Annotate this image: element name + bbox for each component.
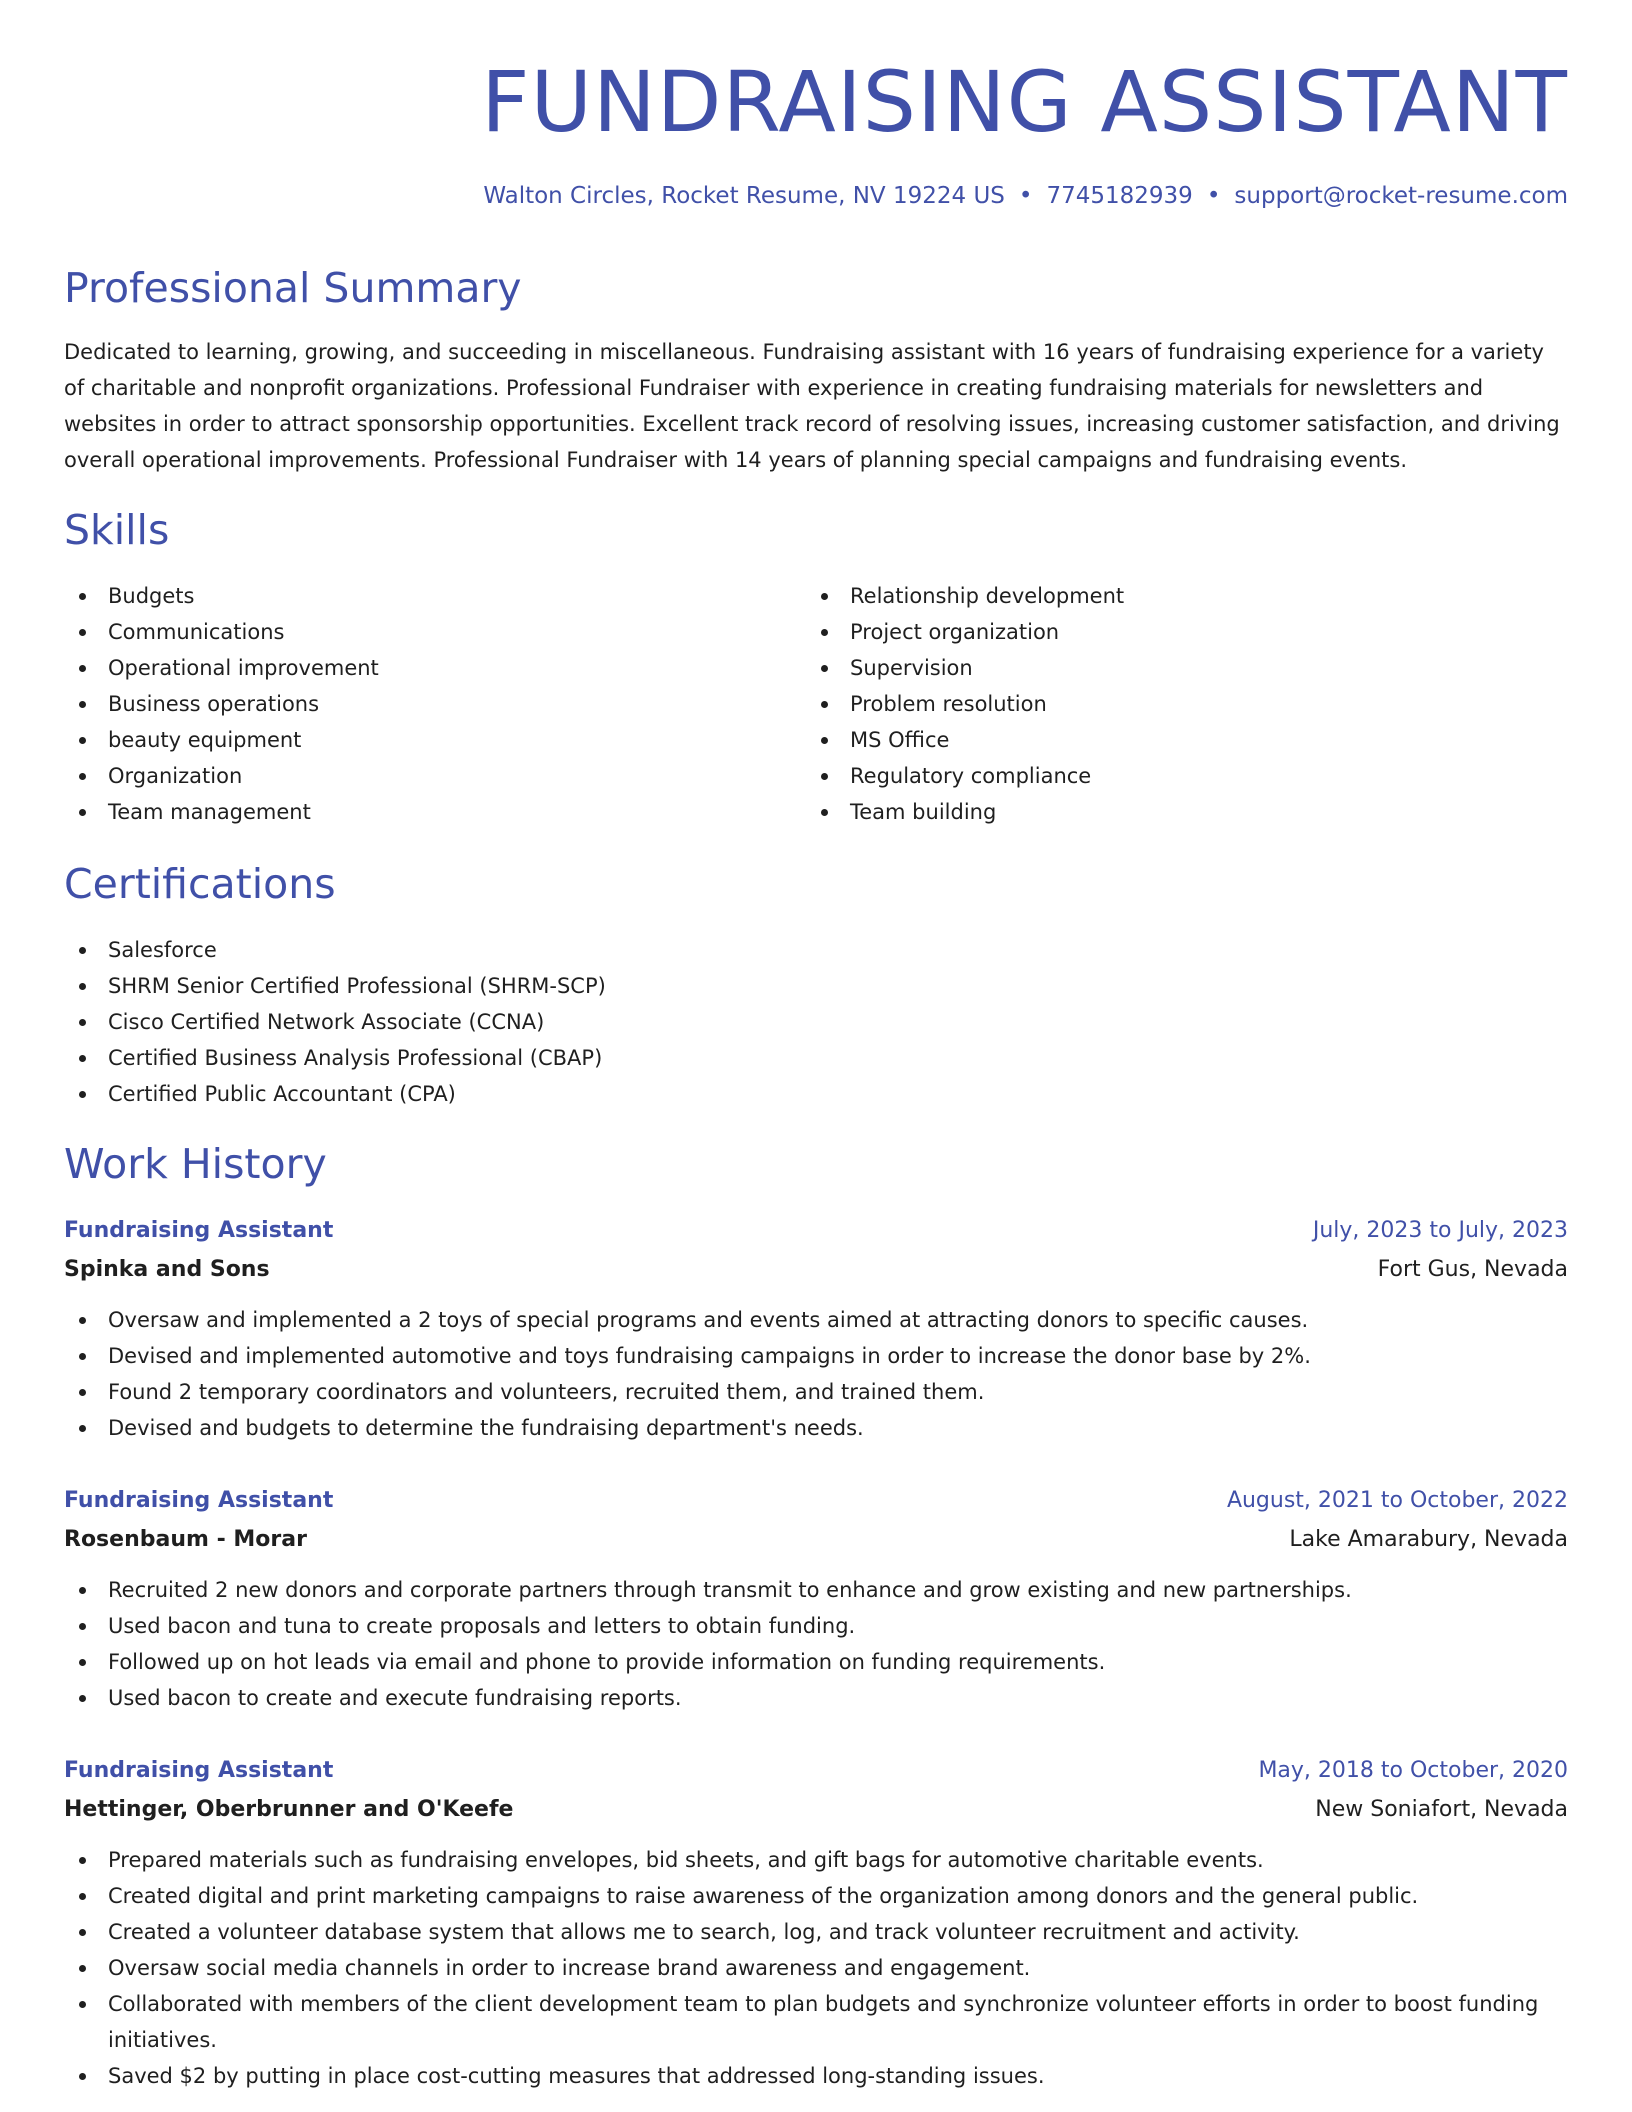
certification-item: Certified Business Analysis Professional (CBAP)	[64, 1040, 606, 1076]
skill-item: Problem resolution	[806, 686, 1124, 722]
job-entry	[64, 1212, 1568, 1446]
job-company: Hettinger, Oberbrunner and O'Keefe	[64, 1797, 514, 1822]
job-bullet: Oversaw social media channels in order to increase brand awareness and engagement.	[64, 1950, 1568, 1986]
skill-item: Team management	[64, 794, 379, 830]
job-company-row	[64, 1790, 1568, 1830]
certification-item: Salesforce	[64, 932, 606, 968]
skill-item: Communications	[64, 614, 379, 650]
skill-item: Relationship development	[806, 578, 1124, 614]
job-location: Fort Gus, Nevada	[1377, 1257, 1568, 1282]
job-company-row	[64, 1250, 1568, 1290]
job-bullet: Used bacon and tuna to create proposals and letters to obtain funding.	[64, 1608, 1568, 1644]
job-location: New Soniafort, Nevada	[1315, 1797, 1568, 1822]
job-bullet: Created a volunteer database system that allows me to search, log, and track volunteer recruitment and activity.	[64, 1914, 1568, 1950]
job-bullet: Saved $2 by putting in place cost-cutting measures that addressed long-standing issues.	[64, 2058, 1568, 2094]
job-bullet: Oversaw and implemented a 2 toys of special programs and events aimed at attracting donors to specific causes.	[64, 1302, 1568, 1338]
job-bullets	[64, 1302, 1568, 1446]
skill-item: Team building	[806, 794, 1124, 830]
skill-item: beauty equipment	[64, 722, 379, 758]
skills-list-left	[64, 578, 379, 830]
job-location: Lake Amarabury, Nevada	[1289, 1527, 1568, 1552]
contact-line	[64, 180, 1568, 212]
job-dates: July, 2023 to July, 2023	[1312, 1218, 1568, 1243]
job-bullet: Collaborated with members of the client development team to plan budgets and synchronize volunteer efforts in order to boost funding initiatives.	[64, 1986, 1568, 2058]
certifications-heading: Certifications	[64, 860, 336, 908]
skill-item: Supervision	[806, 650, 1124, 686]
certification-item: Certified Public Accountant (CPA)	[64, 1076, 606, 1112]
skills-list-right	[806, 578, 1124, 830]
job-company: Rosenbaum - Morar	[64, 1527, 307, 1552]
skill-item: Organization	[64, 758, 379, 794]
job-entry	[64, 1482, 1568, 1716]
contact-address: Walton Circles, Rocket Resume, NV 19224 US	[483, 183, 1005, 209]
job-bullets	[64, 1842, 1568, 2094]
job-dates: May, 2018 to October, 2020	[1258, 1758, 1568, 1783]
summary-text: Dedicated to learning, growing, and succeeding in miscellaneous. Fundraising assistant with 16 years of fundraising experience for a variety of charitable and nonprofit organizations. Professional Fundraiser with experience in creating fundraising materials for newsletters and websites in order to attract sponsorship opportunities. Excellent track record of resolving issues, increasing customer satisfaction, and driving overall operational improvements. Professional Fundraiser with 14 years of planning special campaigns and fundraising events.	[64, 340, 1560, 472]
job-title-row	[64, 1482, 1568, 1520]
job-bullet: Devised and budgets to determine the fundraising department's needs.	[64, 1410, 1568, 1446]
skill-item: Regulatory compliance	[806, 758, 1124, 794]
summary-heading: Professional Summary	[64, 264, 522, 312]
certification-item: SHRM Senior Certified Professional (SHRM-SCP)	[64, 968, 606, 1004]
job-title: Fundraising Assistant	[64, 1488, 334, 1513]
job-bullet: Recruited 2 new donors and corporate partners through transmit to enhance and grow existing and new partnerships.	[64, 1572, 1568, 1608]
job-bullet: Followed up on hot leads via email and phone to provide information on funding requirements.	[64, 1644, 1568, 1680]
job-entry	[64, 1752, 1568, 2094]
skill-item: MS Office	[806, 722, 1124, 758]
job-title: Fundraising Assistant	[64, 1758, 334, 1783]
skill-item: Project organization	[806, 614, 1124, 650]
work-history-heading: Work History	[64, 1140, 327, 1188]
job-dates: August, 2021 to October, 2022	[1226, 1488, 1568, 1513]
job-bullet: Prepared materials such as fundraising envelopes, bid sheets, and gift bags for automotive charitable events.	[64, 1842, 1568, 1878]
contact-email: support@rocket-resume.com	[1234, 183, 1568, 209]
job-bullets	[64, 1572, 1568, 1716]
contact-separator: •	[1018, 183, 1033, 209]
contact-separator: •	[1206, 183, 1221, 209]
contact-phone: 7745182939	[1046, 183, 1193, 209]
skill-item: Budgets	[64, 578, 379, 614]
job-bullet: Found 2 temporary coordinators and volunteers, recruited them, and trained them.	[64, 1374, 1568, 1410]
skill-item: Business operations	[64, 686, 379, 722]
job-title-row	[64, 1212, 1568, 1250]
job-company-row	[64, 1520, 1568, 1560]
job-bullet: Created digital and print marketing campaigns to raise awareness of the organization among donors and the general public.	[64, 1878, 1568, 1914]
job-bullet: Devised and implemented automotive and toys fundraising campaigns in order to increase the donor base by 2%.	[64, 1338, 1568, 1374]
skill-item: Operational improvement	[64, 650, 379, 686]
resume-page	[64, 0, 1568, 2088]
certification-item: Cisco Certified Network Associate (CCNA)	[64, 1004, 606, 1040]
job-company: Spinka and Sons	[64, 1257, 270, 1282]
job-title: Fundraising Assistant	[64, 1218, 334, 1243]
job-title-row	[64, 1752, 1568, 1790]
resume-name-heading: FUNDRAISING ASSISTANT	[481, 53, 1568, 151]
skills-heading: Skills	[64, 506, 170, 554]
certifications-list	[64, 932, 606, 1112]
job-bullet: Used bacon to create and execute fundraising reports.	[64, 1680, 1568, 1716]
